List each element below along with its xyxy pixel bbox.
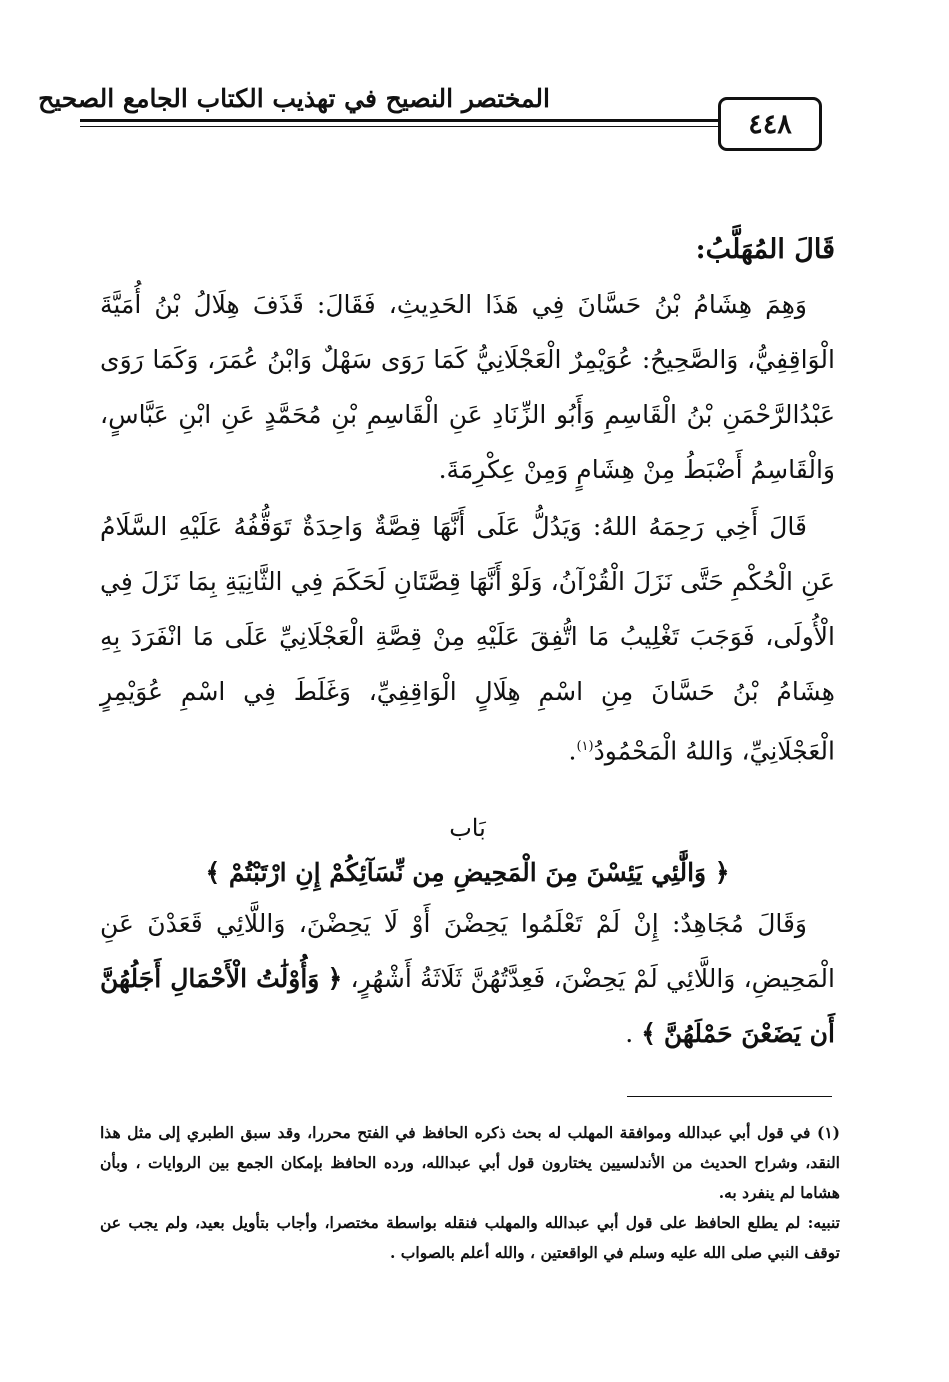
chapter-verse-text: وَالَّٰئِي يَئِسْنَ مِنَ الْمَحِيضِ مِن نِّسَآئِكُمْ إِنِ ارْتَبْتُمْ [228, 858, 707, 888]
verse-close-bracket-2: ﴾ [641, 1019, 656, 1049]
footnote-note: تنبيه: لم يطلع الحافظ على قول أبي عبدالله والمهلب فنقله بواسطة مختصرا، وأجاب بتأويل بعيد، ولم يجب عن توقف النبي صلى الله عليه وسلم في الواقعتين ، والله أعلم بالصواب . [100, 1213, 840, 1262]
paragraph-2-text: قَالَ أَخِي رَحِمَهُ اللهُ: وَيَدُلُّ عَلَى أَنَّهَا قِصَّةٌ وَاحِدَةٌ تَوَقُّفُهُ عَلَيْهِ السَّلَامُ عَنِ الْحُكْمِ حَتَّى نَزَلَ الْقُرْآنُ، وَلَوْ أَنَّهَا قِصَّتَانِ لَحَكَمَ فِي الثَّانِيَةِ بِمَا نَزَلَ فِي الْأُولَى، فَوَجَبَ تَغْلِيبُ مَا اتُّفِقَ عَلَيْهِ مِنْ قِصَّةِ الْعَجْلَانِيِّ عَلَى مَا انْفَرَدَ بِهِ هِشَامُ بْنُ حَسَّانَ مِنِ اسْمِ هِلَالٍ الْوَاقِفِيِّ، وَغَلَطَ فِي اسْمِ عُوَيْمِرٍ الْعَجْلَانِيِّ، وَاللهُ الْمَحْمُودُ [100, 512, 835, 766]
paragraph-1 [100, 277, 835, 497]
header-rule-thick [80, 119, 720, 122]
footnote-ref: (١) [576, 739, 594, 754]
page-number [718, 97, 822, 151]
running-header-title: المختصر النصيح في تهذيب الكتاب الجامع الصحيح [38, 84, 550, 113]
section-heading: قَالَ المُهَلَّبُ: [695, 234, 835, 265]
footnote-separator [627, 1096, 832, 1097]
verse-open-bracket-2: ﴿ [327, 964, 343, 994]
paragraph-1-text: وَهِمَ هِشَامُ بْنُ حَسَّانَ فِي هَذَا الحَدِيثِ، فَقَالَ: قَذَفَ هِلَالُ بْنُ أُمَيَّةَ الْوَاقِفِيُّ، وَالصَّحِيحُ: عُوَيْمِرٌ الْعَجْلَانِيُّ كَمَا رَوَى سَهْلٌ وَابْنُ عُمَرَ، وَكَمَا رَوَى عَبْدُالرَّحْمَنِ بْنُ الْقَاسِمِ وَأَبُو الزِّنَادِ عَنِ الْقَاسِمِ بْنِ مُحَمَّدٍ عَنِ ابْنِ عَبَّاسٍ، وَالْقَاسِمُ أَضْبَطُ مِنْ هِشَامٍ وَمِنْ عِكْرِمَةَ. [100, 290, 835, 484]
verse-close-bracket: ﴾ [205, 858, 221, 888]
paragraph-3-verse: وَأُوْلَٰتُ الْأَحْمَالِ أَجَلُهُنَّ أَن يَضَعْنَ حَمْلَهُنَّ [100, 964, 835, 1049]
chapter-verse [100, 850, 835, 896]
paragraph-3-text: وَقَالَ مُجَاهِدٌ: إِنْ لَمْ تَعْلَمُوا يَحِضْنَ أَوْ لَا يَحِضْنَ، وَاللَّائِي قَعَدْنَ عَنِ الْمَحِيضِ، وَاللَّائِي لَمْ يَحِضْنَ، فَعِدَّتُهُنَّ ثَلَاثَةُ أَشْهُرٍ، [100, 909, 835, 994]
footnote-1: (١) في قول أبي عبدالله وموافقة المهلب له بحث ذكره الحافظ في الفتح محررا، وقد سبق الطبري إلى مثل هذا النقد، وشراح الحديث من الأندلسيين يختارون قول أبي عبدالله، ورده الحافظ بإمكان الجمع بين الروايات ، وبأن هشاما لم ينفرد به. [100, 1123, 840, 1202]
chapter-label: بَاب [449, 814, 486, 843]
header-rule-thin [80, 126, 720, 127]
verse-open-bracket: ﴿ [714, 858, 730, 888]
paragraph-3 [100, 896, 835, 1061]
paragraph-3-end: . [625, 1019, 634, 1049]
main-text [100, 222, 835, 1061]
page-number-text: ٤٤٨ [748, 108, 792, 140]
paragraph-2: قَالَ أَخِي رَحِمَهُ اللهُ: وَيَدُلُّ عَلَى أَنَّهَا قِصَّةٌ وَاحِدَةٌ تَوَقُّفُهُ عَلَيْهِ السَّلَامُ عَنِ الْحُكْمِ حَتَّى نَزَلَ الْقُرْآنُ، وَلَوْ أَنَّهَا قِصَّتَانِ لَحَكَمَ فِي الثَّانِيَةِ بِمَا نَزَلَ فِي الْأُولَى، فَوَجَبَ تَغْلِيبُ مَا اتُّفِقَ عَلَيْهِ مِنْ قِصَّةِ الْعَجْلَانِيِّ عَلَى مَا انْفَرَدَ بِهِ هِشَامُ بْنُ حَسَّانَ مِنِ اسْمِ هِلَالٍ الْوَاقِفِيِّ، وَغَلَطَ فِي اسْمِ عُوَيْمِرٍ الْعَجْلَانِيِّ، وَاللهُ الْمَحْمُودُ$^{(١)}$. [100, 512, 835, 766]
footnotes [100, 1118, 840, 1268]
